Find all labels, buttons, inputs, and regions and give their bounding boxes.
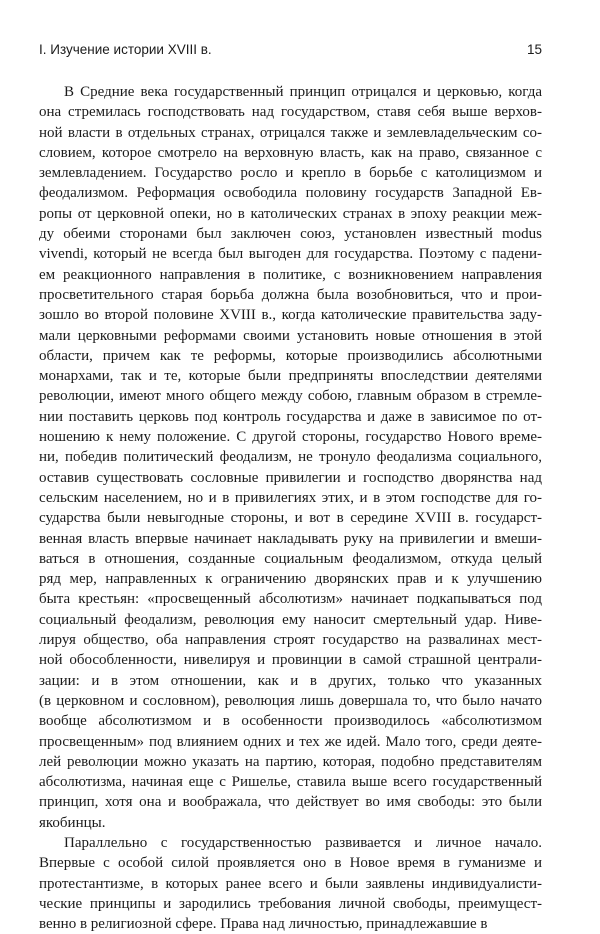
text-line: области, причем как те реформы, которые производились абсолютными: [39, 347, 542, 364]
text-line: абсолютизма, начиная еще с Ришелье, ставила выше всего государственный: [39, 774, 542, 791]
text-line: (в церковном и сословном), революция лишь довершала то, что было начато: [39, 692, 542, 709]
text-line: просвещенным» под влиянием одних и тех же идей. Мало того, среди деяте-: [39, 733, 542, 750]
text-line: ной обособленности, нивелируя и провинции в самой страшной централи-: [39, 652, 542, 669]
text-line: ческие принципы и зародились требования личной свободы, преимущест-: [39, 895, 542, 912]
text-line: ношению к нему положение. С другой стороны, государство Нового време-: [39, 429, 542, 446]
text-line: Параллельно с государственностью развивается и личное начало.: [64, 834, 542, 851]
page-number: 15: [526, 42, 542, 57]
text-line: социальный феодализм, революция ему наносит смертельный удар. Ниве-: [39, 611, 542, 628]
text-line: революции, имеют много общего между собою, главным образом в стремле-: [39, 388, 542, 405]
text-line: ной власти в отдельных странах, отрицался также и землевладельческим со-: [39, 124, 542, 141]
text-line: В Средние века государственный принцип отрицался и церковью, когда: [64, 84, 542, 100]
text-line: оставив существовать сословные привилегии и господство дворянства над: [39, 469, 542, 486]
section-title: I. Изучение истории XVIII в.: [39, 42, 212, 57]
text-line: зации: и в этом отношении, как и в других, только что указанных: [39, 672, 542, 689]
text-line: нии поставить церковь под контроль государства и даже в зависимое по от-: [39, 408, 542, 425]
text-line: сударства были невыгодные стороны, и вот в середине XVIII в. государст-: [39, 510, 542, 527]
paragraph: [39, 833, 542, 934]
text-line: ропы от церковной опеки, но в католических странах в эпоху реакции меж-: [39, 205, 542, 222]
text-line: словием, которое смотрело на верховную власть, как на право, связанное с: [39, 144, 542, 161]
text-line: лей революции можно указать на партию, которая, подобно представителям: [39, 753, 542, 770]
text-line: вообще абсолютизмом и в особенности производилось «абсолютизмом: [39, 713, 542, 730]
text-line: ваться в отношения, созданные социальным феодализмом, откуда целый: [39, 550, 542, 567]
text-line: ем реакционного направления в политике, с возникновением направления: [39, 266, 542, 283]
text-line: землевладением. Государство росло и крепло в борьбе с католицизмом и: [39, 165, 542, 182]
text-line: феодализмом. Реформация освободила половину государств Западной Ев-: [39, 185, 542, 202]
text-line: мали церковными реформами своими установить новые отношения в этой: [39, 327, 542, 344]
text-line: лируя общество, оба направления строят государство на развалинах мест-: [39, 632, 542, 649]
text-line: венная власть впервые начинает накладывать руку на привилегии и вмеши-: [39, 530, 542, 547]
text-line: ни, победив политический феодализм, не тронуло феодализма социального,: [39, 449, 542, 466]
text-line: принцип, хотя она и воображала, что действует во имя свободы: это были: [39, 794, 542, 811]
running-head: [39, 42, 542, 62]
text-line: якобинцы.: [39, 814, 106, 831]
text-line: зошло во второй половине XVIII в., когда католические правительства заду-: [39, 307, 542, 324]
text-line: она стремилась господствовать над государством, ставя себя выше верхов-: [39, 104, 542, 121]
body-text: [39, 82, 542, 934]
text-line: Впервые с особой силой проявляется оно в Новое время в гуманизме и: [39, 855, 542, 872]
text-line: сельским населением, но и в привилегиях этих, и в этом господстве для го-: [39, 489, 542, 506]
text-line: ряд мер, направленных к ограничению дворянских прав и к улучшению: [39, 571, 542, 588]
text-line: просветительного старая борьба должна была возобновиться, что и прои-: [39, 286, 542, 303]
paragraph: [39, 82, 542, 833]
text-line: ду обеими сторонами был заключен союз, установлен известный modus: [39, 226, 542, 243]
text-line: vivendi, который не всегда был выгоден для государства. Поэтому с падени-: [39, 246, 542, 263]
text-line: быта крестьян: «просвещенный абсолютизм» начинает подкапываться под: [39, 591, 542, 608]
text-line: протестантизме, в которых ранее всего и были заявлены индивидуалисти-: [39, 875, 542, 892]
text-line: монархами, так и те, которые были предприняты впоследствии деятелями: [39, 368, 542, 385]
text-line: венно в религиозной сфере. Права над личностью, принадлежавшие в: [39, 916, 488, 933]
